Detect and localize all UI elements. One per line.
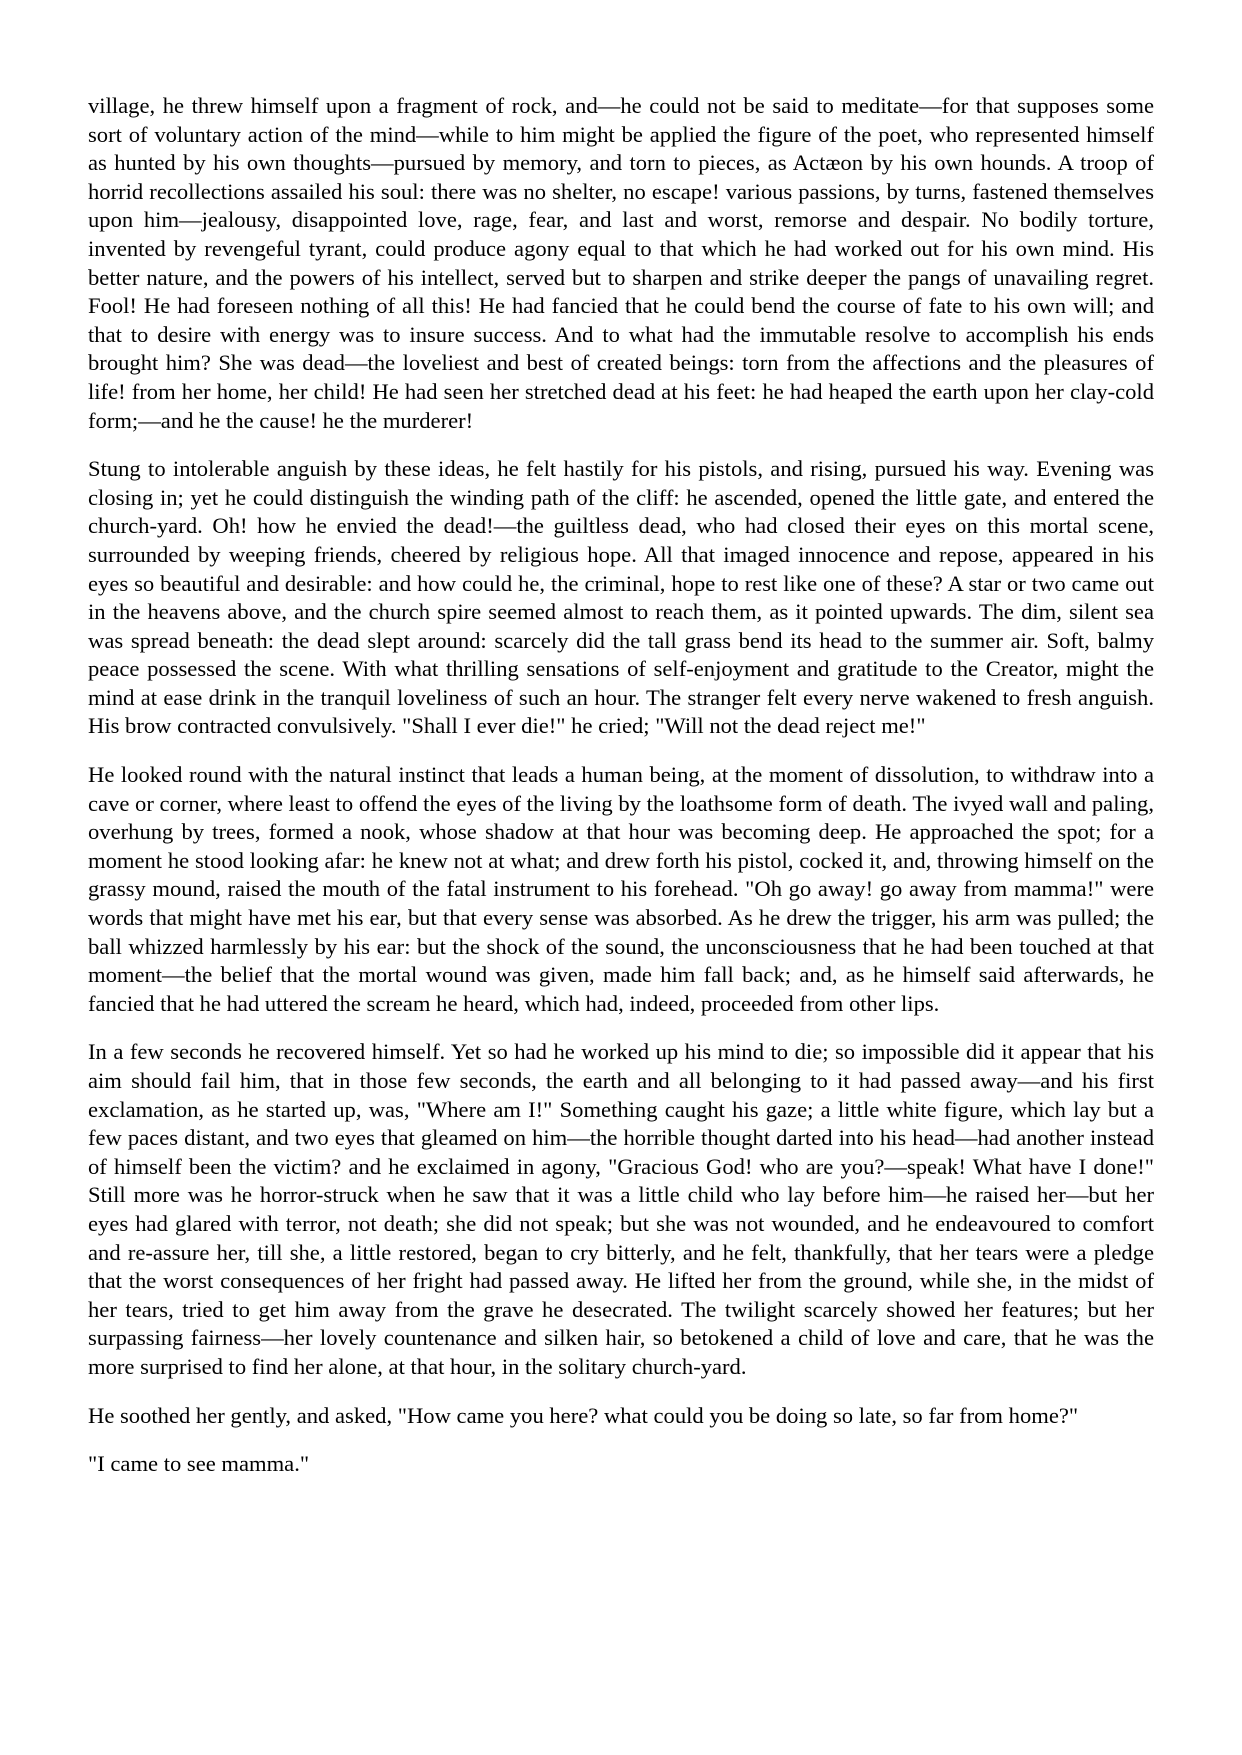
paragraph: He soothed her gently, and asked, "How came you here? what could you be doing so late, so far from home?" bbox=[88, 1402, 1079, 1428]
document-page bbox=[88, 92, 1154, 1499]
paragraph: Stung to intolerable anguish by these ideas, he felt hastily for his pistols, and rising, pursued his way. Evening was closing in; yet he could distinguish the winding path of the cliff: he ascended, opened the little gate, and entered the church-yard. Oh! how he envied the dead!—the guiltless dead, who had closed their eyes on this mortal scene, surrounded by weeping friends, cheered by religious hope. All that imaged innocence and repose, appeared in his eyes so beautiful and desirable: and how could he, the criminal, hope to rest like one of these? A star or two came out in the heavens above, and the church spire seemed almost to reach them, as it pointed upwards. The dim, silent sea was spread beneath: the dead slept around: scarcely did the tall grass bend its head to the summer air. Soft, balmy peace possessed the scene. With what thrilling sensations of self-enjoyment and gratitude to the Creator, might the mind at ease drink in the tranquil loveliness of such an hour. The stranger felt every nerve wakened to fresh anguish. His brow contracted convulsively. "Shall I ever die!" he cried; "Will not the dead reject me!" bbox=[88, 456, 1154, 739]
paragraph: In a few seconds he recovered himself. Yet so had he worked up his mind to die; so impossible did it appear that his aim should fail him, that in those few seconds, the earth and all belonging to it had passed away—and his first exclamation, as he started up, was, "Where am I!" Something caught his gaze; a little white figure, which lay but a few paces distant, and two eyes that gleamed on him—the horrible thought darted into his head—had another instead of himself been the victim? and he exclaimed in agony, "Gracious God! who are you?—speak! What have I done!" Still more was he horror-struck when he saw that it was a little child who lay before him—he raised her—but her eyes had glared with terror, not death; she did not speak; but she was not wounded, and he endeavoured to comfort and re-assure her, till she, a little restored, began to cry bitterly, and he felt, thankfully, that her tears were a pledge that the worst consequences of her fright had passed away. He lifted her from the ground, while she, in the midst of her tears, tried to get him away from the grave he desecrated. The twilight scarcely showed her features; but her surpassing fairness—her lovely countenance and silken hair, so betokened a child of love and care, that he was the more surprised to find her alone, at that hour, in the solitary church-yard. bbox=[88, 1039, 1154, 1379]
paragraph: He looked round with the natural instinct that leads a human being, at the moment of dissolution, to withdraw into a cave or corner, where least to offend the eyes of the living by the loathsome form of death. The ivyed wall and paling, overhung by trees, formed a nook, whose shadow at that hour was becoming deep. He approached the spot; for a moment he stood looking afar: he knew not at what; and drew forth his pistol, cocked it, and, throwing himself on the grassy mound, raised the mouth of the fatal instrument to his forehead. "Oh go away! go away from mamma!" were words that might have met his ear, but that every sense was absorbed. As he drew the trigger, his arm was pulled; the ball whizzed harmlessly by his ear: but the shock of the sound, the unconsciousness that he had been touched at that moment—the belief that the mortal wound was given, made him fall back; and, as he himself said afterwards, he fancied that he had uttered the scream he heard, which had, indeed, proceeded from other lips. bbox=[88, 762, 1154, 1016]
paragraph: village, he threw himself upon a fragment of rock, and—he could not be said to meditate—for that supposes some sort of voluntary action of the mind—while to him might be applied the figure of the poet, who represented himself as hunted by his own thoughts—pursued by memory, and torn to pieces, as Actæon by his own hounds. A troop of horrid recollections assailed his soul: there was no shelter, no escape! various passions, by turns, fastened themselves upon him—jealousy, disappointed love, rage, fear, and last and worst, remorse and despair. No bodily torture, invented by revengeful tyrant, could produce agony equal to that which he had worked out for his own mind. His better nature, and the powers of his intellect, served but to sharpen and strike deeper the pangs of unavailing regret. Fool! He had foreseen nothing of all this! He had fancied that he could bend the course of fate to his own will; and that to desire with energy was to insure success. And to what had the immutable resolve to accomplish his ends brought him? She was dead—the loveliest and best of created beings: torn from the affections and the pleasures of life! from her home, her child! He had seen her stretched dead at his feet: he had heaped the earth upon her clay-cold form;—and he the cause! he the murderer! bbox=[88, 93, 1154, 433]
paragraph: "I came to see mamma." bbox=[88, 1451, 310, 1477]
